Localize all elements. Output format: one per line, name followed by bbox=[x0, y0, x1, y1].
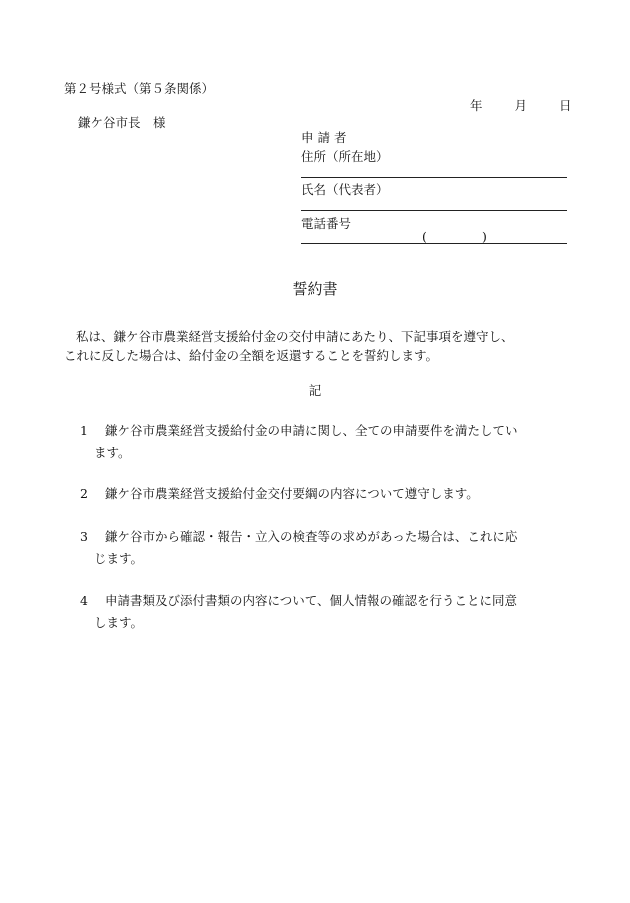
date-day-label: 日 bbox=[559, 98, 572, 113]
intro-line-2: これに反した場合は、給付金の全額を返還することを誓約します。 bbox=[64, 348, 439, 363]
intro-paragraph bbox=[64, 327, 574, 365]
form-number: 第２号様式（第５条関係） bbox=[64, 81, 215, 96]
item-text-line-1: 鎌ケ谷市から確認・報告・立入の検査等の求めがあった場合は、これに応 bbox=[105, 529, 518, 544]
phone-paren-close: ) bbox=[482, 229, 487, 244]
address-label: 住所（所在地） bbox=[301, 149, 389, 164]
name-rule bbox=[301, 210, 567, 211]
phone-rule bbox=[301, 243, 567, 244]
item-number: 2 bbox=[80, 486, 88, 501]
phone-paren-open: ( bbox=[422, 229, 427, 244]
date-year-label: 年 bbox=[470, 98, 483, 113]
intro-line-1: 私は、鎌ケ谷市農業経営支援給付金の交付申請にあたり、下記事項を遵守し、 bbox=[76, 329, 514, 344]
item-text-line-2: じます。 bbox=[94, 551, 144, 566]
item-text-line-1: 申請書類及び添付書類の内容について、個人情報の確認を行うことに同意 bbox=[105, 593, 518, 608]
address-rule bbox=[301, 177, 567, 178]
item-text-line-2: ます。 bbox=[94, 445, 131, 460]
item-number: 3 bbox=[80, 529, 88, 544]
name-label: 氏名（代表者） bbox=[301, 182, 389, 197]
date-month-label: 月 bbox=[514, 98, 528, 113]
item-number: 1 bbox=[80, 423, 88, 438]
document-title: 誓約書 bbox=[292, 280, 338, 298]
phone-label: 電話番号 bbox=[301, 216, 352, 231]
addressee: 鎌ケ谷市長 様 bbox=[78, 115, 166, 130]
item-text-line-1: 鎌ケ谷市農業経営支援給付金交付要綱の内容について遵守します。 bbox=[105, 486, 479, 501]
applicant-heading: 申 請 者 bbox=[301, 130, 347, 145]
date-line bbox=[470, 96, 572, 114]
item-text-line-1: 鎌ケ谷市農業経営支援給付金の申請に関し、全ての申請要件を満たしてい bbox=[105, 423, 518, 438]
item-text-line-2: します。 bbox=[94, 615, 144, 630]
ki-heading: 記 bbox=[308, 383, 322, 398]
item-number: 4 bbox=[80, 593, 88, 608]
